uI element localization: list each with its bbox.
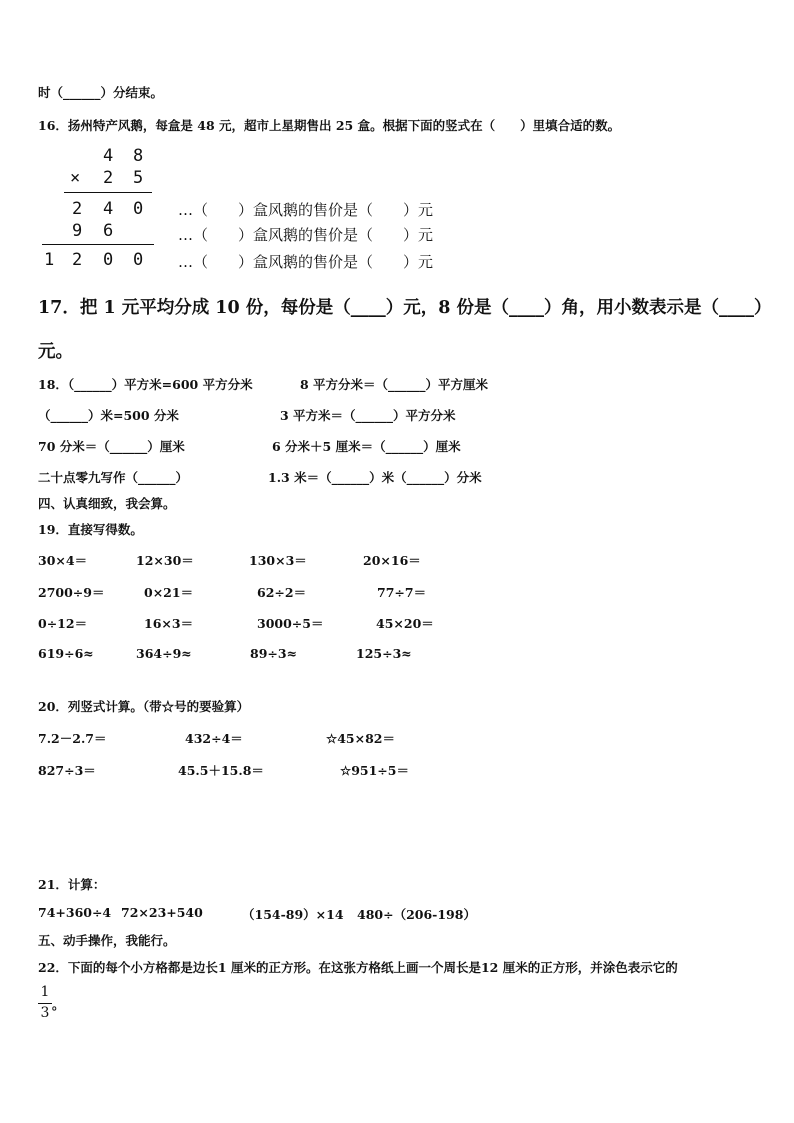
question-19-title: 19．直接写得数。 [38, 522, 143, 537]
section-4-heading: 四、认真细致，我会算。 [38, 496, 176, 511]
question-18-row3-right: 6 分米＋5 厘米＝（______）厘米 [272, 439, 461, 454]
calc-item: 89÷3≈ [250, 646, 298, 661]
digit: 0 [133, 250, 144, 270]
calc-item: 619÷6≈ [38, 646, 94, 661]
fraction-denominator: 3 [40, 1005, 50, 1021]
calc-item: 7.2－2.7＝ [38, 731, 107, 746]
question-18-row4-left: 二十点零九写作（______） [38, 470, 189, 485]
question-18-row4-right: 1.3 米＝（______）米（______）分米 [268, 470, 482, 485]
calc-item: 62÷2＝ [257, 585, 307, 600]
calc-item: 0×21＝ [144, 585, 194, 600]
calc-item: 125÷3≈ [356, 646, 412, 661]
calc-item: 16×3＝ [144, 616, 194, 631]
calc-item: ☆951÷5＝ [340, 763, 409, 778]
fraction-numerator: 1 [40, 984, 50, 1000]
calc-item: 20×16＝ [363, 553, 421, 568]
digit: 1 [44, 250, 55, 270]
calc-item: ☆45×82＝ [326, 731, 395, 746]
question-18-row2-right: 3 平方米＝（______）平方分米 [280, 408, 456, 423]
digit: 8 [133, 146, 144, 166]
calc-item: 432÷4＝ [185, 731, 243, 746]
calc-item: 364÷9≈ [136, 646, 192, 661]
times-sign: × [70, 168, 81, 188]
vertical-note-2: …（ ）盒风鹅的售价是（ ）元 [178, 226, 434, 244]
calc-item: 0÷12＝ [38, 616, 88, 631]
continued-line: 时（______）分结束。 [38, 85, 164, 100]
digit: 6 [103, 221, 114, 241]
divider-line [64, 192, 152, 193]
divider-line [42, 244, 154, 245]
question-17-line2: 元。 [38, 342, 73, 362]
question-17-line1: 17．把 1 元平均分成 10 份，每份是（____）元，8 份是（____）角，用小数表示是（____） [38, 298, 772, 318]
vertical-note-3: …（ ）盒风鹅的售价是（ ）元 [178, 253, 434, 271]
question-21-title: 21．计算： [38, 877, 106, 892]
question-20-title: 20．列竖式计算。（带☆号的要验算） [38, 699, 250, 714]
fraction-bar [38, 1003, 52, 1004]
question-18-row1-right: 8 平方分米＝（______）平方厘米 [300, 377, 489, 392]
calc-item: 45.5＋15.8＝ [178, 763, 264, 778]
calc-item: 12×30＝ [136, 553, 194, 568]
question-22-tail: 。 [52, 997, 65, 1012]
calc-item: （154-89）×14 [242, 907, 344, 922]
calc-item: 130×3＝ [249, 553, 307, 568]
digit: 2 [103, 168, 114, 188]
calc-item: 77÷7＝ [377, 585, 427, 600]
question-22-text: 22．下面的每个小方格都是边长1 厘米的正方形。在这张方格纸上画一个周长是12 厘米的正方形，并涂色表示它的 [38, 960, 678, 975]
digit: 5 [133, 168, 144, 188]
digit: 4 [103, 146, 114, 166]
calc-item: 74+360÷4 [38, 905, 112, 920]
section-5-heading: 五、动手操作，我能行。 [38, 933, 176, 948]
question-18-row1-left: 18．（______）平方米=600 平方分米 [38, 377, 253, 392]
question-18-row3-left: 70 分米＝（______）厘米 [38, 439, 185, 454]
calc-item: 480÷（206-198） [357, 907, 476, 922]
digit: 4 [103, 199, 114, 219]
calc-item: 3000÷5＝ [257, 616, 324, 631]
calc-item: 72×23+540 [121, 905, 203, 920]
digit: 2 [72, 250, 83, 270]
digit: 9 [72, 221, 83, 241]
digit: 0 [133, 199, 144, 219]
calc-item: 2700÷9＝ [38, 585, 105, 600]
calc-item: 45×20＝ [376, 616, 434, 631]
digit: 0 [103, 250, 114, 270]
digit: 2 [72, 199, 83, 219]
question-18-row2-left: （______）米=500 分米 [38, 408, 179, 423]
calc-item: 827÷3＝ [38, 763, 96, 778]
vertical-note-1: …（ ）盒风鹅的售价是（ ）元 [178, 201, 434, 219]
question-16-text: 16．扬州特产风鹅，每盒是 48 元，超市上星期售出 25 盒。根据下面的竖式在（ ）里填合适的数。 [38, 118, 621, 133]
calc-item: 30×4＝ [38, 553, 88, 568]
